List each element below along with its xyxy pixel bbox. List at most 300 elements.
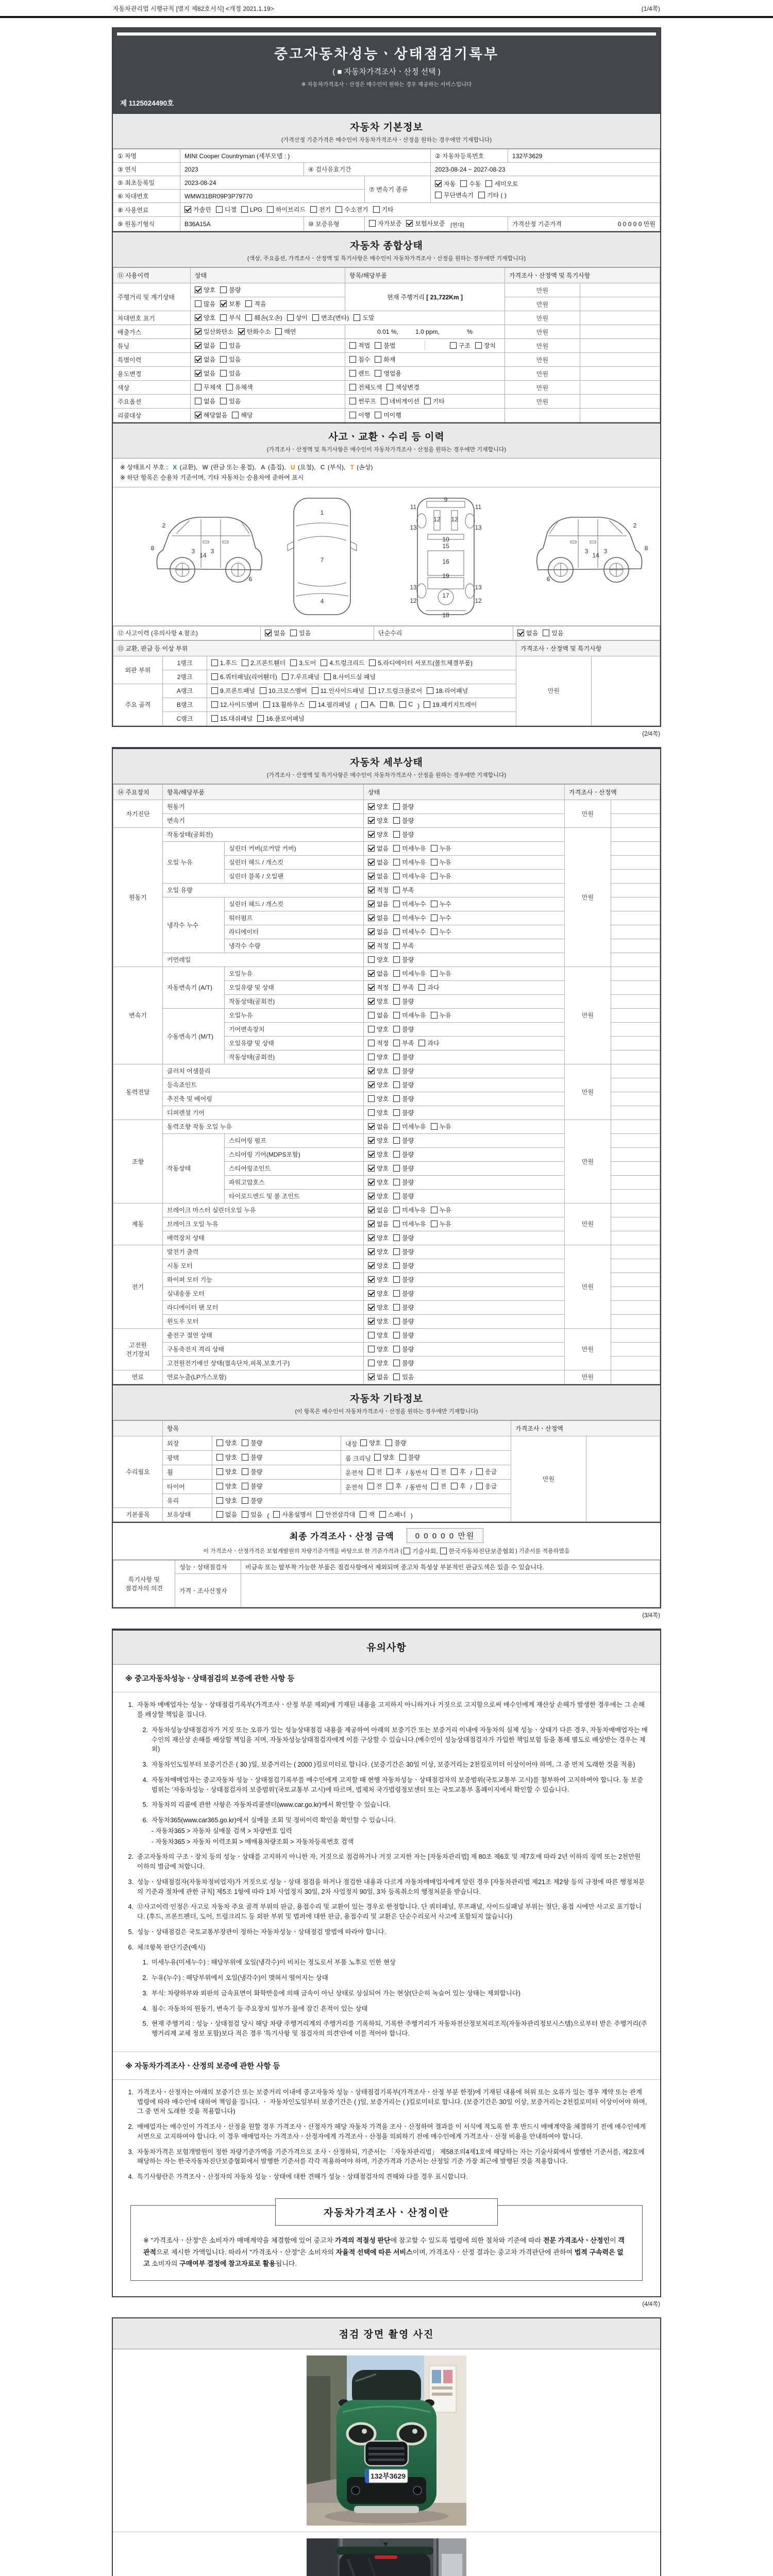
document-title: 중고자동차성능ㆍ상태점검기록부 xyxy=(274,46,499,62)
row-usage-change: 용도변경 없음 있음 렌트 영업용 만원 xyxy=(113,367,660,381)
checkbox-unchecked xyxy=(393,858,426,867)
checkbox-label: 해당 xyxy=(241,412,253,419)
exchange-row-rankA: 주요 골격 A랭크 9.프론트패널 10.크로스멤버 11.인사이드패널 17.트렁크플로어 18.리어패널 xyxy=(113,684,660,698)
svg-text:132부3629: 132부3629 xyxy=(370,2472,406,2481)
diagram-part-number: 15 xyxy=(442,542,449,550)
other-row-basic-items: 기본품목 보유상태 없음 있음 ( 사용설명서 안전삼각대 잭 스패너 ) xyxy=(113,1507,660,1521)
checkbox-label: 양호 xyxy=(225,1468,238,1476)
checkbox-label: 불량 xyxy=(402,1192,414,1200)
row-mileage: 주행거리 및 계기상태 양호 불량 현재 주행거리 [ 21,722Km ] 만원 xyxy=(113,283,660,297)
item-label: 디퍼렌셜 기어 xyxy=(163,1106,364,1120)
checkbox-unchecked xyxy=(393,983,414,992)
checkbox-label: 렌트 xyxy=(358,370,371,377)
checkbox-icon xyxy=(316,1511,323,1518)
checkbox-label: 적정 xyxy=(377,1039,389,1047)
checkbox-icon xyxy=(543,630,549,636)
diagram-part-number: 2 xyxy=(633,521,637,529)
diagram-part-number: 14 xyxy=(592,551,599,559)
checkbox-unchecked xyxy=(427,686,468,695)
checkbox-icon xyxy=(393,1151,400,1158)
checkbox-label: 양호 xyxy=(377,1359,389,1367)
other-row-glass: 유리 양호 불량 xyxy=(113,1494,660,1507)
diagram-part-number: 7 xyxy=(320,556,324,564)
checkbox-unchecked xyxy=(216,1453,237,1462)
checkbox-icon xyxy=(216,1483,223,1489)
notice-item: 2. 중고자동차의 구조ㆍ장치 등의 성능ㆍ상태를 고지하지 아니한 자, 거짓으로 점검하거나 거짓 고지한 자는 [자동차관리법] 제 80조 제6호 및 제7호에 따라 2년 이하의 징역 또는 2천만원 이하의 벌금에 처합니다. xyxy=(128,1853,641,1871)
remarks-cell xyxy=(611,1356,660,1370)
checkbox-label: 보험사보증 xyxy=(415,220,445,227)
remarks-cell xyxy=(611,1286,660,1300)
checkbox-icon xyxy=(349,356,356,363)
vehicle-diagram-svg xyxy=(119,492,654,621)
checkbox-unchecked xyxy=(393,1025,414,1033)
remarks-cell xyxy=(611,994,660,1008)
checkbox-unchecked xyxy=(393,1303,414,1312)
exchange-row-rank2: 2랭크 6.쿼터패널(리어휀더) 7.루프패널 8.사이드실 패널 xyxy=(113,670,660,684)
page-3 xyxy=(112,1629,661,2297)
legend-note: ※ 하단 항목은 승용차 기준이며, 기타 자동차는 승용차에 준하여 표시 xyxy=(120,474,304,482)
item-status xyxy=(364,841,565,855)
remarks-cell xyxy=(611,1342,660,1356)
checkbox-unchecked xyxy=(374,1453,395,1462)
checkbox-unchecked xyxy=(485,179,518,188)
item-status xyxy=(364,1008,565,1022)
warranty-provider: [현대] xyxy=(450,222,464,228)
checkbox-icon xyxy=(399,1454,406,1461)
checkbox-unchecked xyxy=(431,969,451,978)
checkbox-label: 양호 xyxy=(377,1137,389,1144)
checkbox-unchecked xyxy=(211,658,237,667)
checkbox-unchecked xyxy=(393,1219,426,1228)
checkbox-label: 상이 xyxy=(295,314,308,321)
diagram-part-number: 11 xyxy=(475,503,482,511)
checkbox-unchecked xyxy=(393,1094,414,1103)
item-text: / xyxy=(470,1483,472,1491)
checkbox-checked xyxy=(368,1136,389,1145)
checkbox-label: 응급 xyxy=(484,1482,497,1490)
legend-code: A xyxy=(261,464,265,471)
row-recall: 리콜대상 해당없음 해당 이행 미이행 xyxy=(113,409,660,422)
section-title: 자동차 종합상태 xyxy=(350,241,423,251)
diagram-part-number: 4 xyxy=(320,597,324,605)
checkbox-icon xyxy=(431,1012,438,1019)
diagram-part-number: 12 xyxy=(475,597,482,604)
item-status xyxy=(364,953,565,967)
checkbox-unchecked xyxy=(460,179,481,188)
section-subtitle: (색상, 주요옵션, 가격조사ㆍ산정액 및 특기사항은 매수인이 자동차가격조사ㆍ산정을 원하는 경우에만 기재합니다) xyxy=(247,256,526,262)
diagram-part-number: 12 xyxy=(433,515,441,523)
checkbox-label: 불량 xyxy=(402,1345,414,1353)
row-model-year: ③ 연식 2023 ④ 검사유효기간 2023-08-24 ~ 2027-08-23 xyxy=(113,163,660,176)
mileage-value-cell: 현재 주행거리 [ 21,722Km ] xyxy=(345,283,505,311)
checkbox-unchecked xyxy=(424,397,445,405)
checkbox-icon xyxy=(517,630,524,636)
checkbox-unchecked xyxy=(543,629,563,637)
exchange-table xyxy=(113,640,660,726)
remarks-cell xyxy=(611,841,660,855)
remarks-cell xyxy=(611,1217,660,1231)
checkbox-icon xyxy=(369,220,376,227)
item-status xyxy=(364,1175,565,1189)
item-status xyxy=(364,1036,565,1050)
checkbox-icon xyxy=(424,701,430,708)
checkbox-unchecked xyxy=(232,411,253,419)
checkbox-label: 2.프론트휀더 xyxy=(250,659,286,667)
checkbox-icon xyxy=(368,984,375,991)
definition-box-title: 자동차가격조사ㆍ산정이란 xyxy=(275,2198,498,2226)
detail-state-table xyxy=(113,784,660,1384)
checkbox-label: 양호 xyxy=(369,1439,381,1447)
remarks-cell xyxy=(611,980,660,994)
item-label: 스티어링 펌프 xyxy=(225,1133,364,1147)
checkbox-unchecked xyxy=(385,1438,406,1447)
detail-row xyxy=(113,1203,660,1217)
checkbox-unchecked xyxy=(386,1467,401,1476)
checkbox-label: 화재 xyxy=(383,356,396,363)
checkbox-icon xyxy=(368,1012,375,1019)
final-price-value: 0 0 0 0 0 만원 xyxy=(407,1528,484,1543)
checkbox-label: 있음 xyxy=(250,1511,263,1518)
detail-row xyxy=(113,1328,660,1342)
price-cell: 만원 xyxy=(565,967,611,1064)
checkbox-unchecked xyxy=(216,1510,237,1519)
checkbox-icon xyxy=(368,859,375,866)
detail-row xyxy=(113,827,660,841)
page-4 xyxy=(112,2317,661,2576)
checkbox-icon xyxy=(349,398,356,404)
remarks-cell xyxy=(611,1147,660,1161)
checkbox-label: 적법 xyxy=(358,342,371,349)
checkbox-label: 10.크로스멤버 xyxy=(268,687,307,694)
checkbox-icon xyxy=(460,180,467,187)
checkbox-checked xyxy=(195,341,215,350)
checkbox-label: 양호 xyxy=(225,1454,238,1462)
checkbox-unchecked xyxy=(393,1164,414,1173)
checkbox-unchecked xyxy=(399,1453,420,1462)
checkbox-label: 없음 xyxy=(377,1373,389,1381)
checkbox-label: 세미오토 xyxy=(494,180,518,188)
legend-code: T xyxy=(350,464,354,471)
checkbox-unchecked xyxy=(393,1233,414,1242)
checkbox-label: 불량 xyxy=(402,1150,414,1158)
checkbox-icon xyxy=(393,1304,400,1311)
checkbox-icon xyxy=(393,1290,400,1297)
checkbox-label: 양호 xyxy=(377,1192,389,1200)
checkbox-icon xyxy=(393,831,400,838)
checkbox-label: 불량 xyxy=(402,1109,414,1116)
notice-section2-items xyxy=(113,2080,660,2195)
checkbox-icon xyxy=(242,1511,248,1518)
checkbox-unchecked xyxy=(431,1482,446,1490)
checkbox-unchecked xyxy=(393,1080,414,1089)
section-other-header xyxy=(113,1384,660,1420)
checkbox-label: 없음 xyxy=(377,1011,389,1019)
item-label: 커먼레일 xyxy=(163,953,364,967)
item-label: 원동기 xyxy=(163,800,364,814)
checkbox-checked xyxy=(368,816,389,825)
checkbox-checked xyxy=(368,1247,389,1256)
document-subtitle: ( ■ 자동차가격조사ㆍ산정 선택 ) xyxy=(332,67,441,76)
checkbox-icon xyxy=(368,1290,375,1297)
checkbox-unchecked xyxy=(418,983,439,992)
checkbox-icon xyxy=(431,1468,438,1475)
checkbox-icon xyxy=(393,1360,400,1366)
diagram-part-number: 10 xyxy=(442,535,449,543)
checkbox-unchecked xyxy=(451,1467,466,1476)
checkbox-icon xyxy=(242,1468,248,1475)
checkbox-icon xyxy=(485,180,492,187)
remarks-cell xyxy=(611,1120,660,1133)
checkbox-icon xyxy=(368,817,375,824)
checkbox-icon xyxy=(241,206,248,213)
checkbox-icon xyxy=(349,384,356,391)
checkbox-unchecked xyxy=(380,701,395,708)
checkbox-label: 4.트렁크리드 xyxy=(329,659,365,667)
checkbox-icon xyxy=(368,1262,375,1269)
item-status xyxy=(364,1356,565,1370)
checkbox-label: 누수 xyxy=(439,914,451,922)
item-label: 라디에이터 xyxy=(225,925,364,939)
checkbox-unchecked xyxy=(386,1482,401,1490)
item-label: 오일 유량 xyxy=(163,883,364,897)
legend-code: W xyxy=(202,464,208,471)
remarks-cell xyxy=(611,869,660,883)
device-group-label: 조향 xyxy=(113,1120,163,1203)
checkbox-checked xyxy=(368,1372,389,1381)
car-name-value: MINI Cooper Countryman (세부모델 : ) xyxy=(180,149,431,163)
checkbox-icon xyxy=(367,1468,374,1475)
checkbox-checked xyxy=(368,886,389,894)
checkbox-icon xyxy=(368,1304,375,1311)
item-status xyxy=(364,827,565,841)
price-cell: 만원 xyxy=(565,1064,611,1120)
checkbox-unchecked xyxy=(431,1206,451,1214)
checkbox-unchecked xyxy=(375,411,401,419)
checkbox-icon xyxy=(263,701,270,708)
section-accident-header xyxy=(113,422,660,459)
remarks-cell xyxy=(611,814,660,827)
item-label: 오일유량 및 상태 xyxy=(225,980,364,994)
checkbox-unchecked xyxy=(263,700,305,709)
checkbox-icon xyxy=(290,659,297,666)
item-status xyxy=(364,1203,565,1217)
checkbox-icon xyxy=(451,1483,458,1489)
checkbox-label: 없음 xyxy=(225,1511,238,1518)
checkbox-unchecked xyxy=(273,1510,312,1519)
checkbox-unchecked xyxy=(386,383,419,392)
checkbox-label: 미세누수 xyxy=(402,900,426,908)
checkbox-icon xyxy=(431,901,438,907)
registration-number-value: 132부3629 xyxy=(508,149,660,163)
checkbox-label: 누유 xyxy=(439,1123,451,1130)
checkbox-icon xyxy=(393,1346,400,1352)
notice-item: 4. ⑫사고이력 인정은 사고로 자동차 주요 골격 부위의 판금, 용접수리 및 교환이 있는 경우로 한정합니다. 단 쿼터패널, 루프패널, 사이드실패널 부위는 절단, 용접 시에만 사고로 표기합니다. (후드, 프론트펜더, 도어, 트렁크리드 등 외판 부위 및 범퍼에 대한 판금, 용접수리 및 교환은 단순수리로서 사고에 포함되지 않습니다) xyxy=(128,1903,642,1921)
checkbox-label: 불량 xyxy=(402,956,414,963)
checkbox-label: B, xyxy=(389,701,395,708)
checkbox-checked xyxy=(368,1192,389,1200)
checkbox-label: 기술사회, xyxy=(412,1548,438,1555)
item-label: 워터펌프 xyxy=(225,911,364,925)
checkbox-label: 19.패키지트레이 xyxy=(432,701,477,708)
checkbox-checked xyxy=(368,1150,389,1159)
checkbox-unchecked xyxy=(349,369,370,378)
checkbox-icon xyxy=(431,928,438,935)
checkbox-icon xyxy=(368,956,375,963)
section-title: 자동차 세부상태 xyxy=(350,757,423,768)
checkbox-checked xyxy=(195,355,215,364)
checkbox-unchecked xyxy=(393,1345,414,1353)
remarks-cell xyxy=(611,1175,660,1189)
section-notices-header xyxy=(113,1630,660,1665)
checkbox-label: 없음 xyxy=(204,342,216,349)
checkbox-icon xyxy=(368,1040,375,1046)
notice-item: 1. 자동차 매매업자는 성능ㆍ상태점검기록부(가격조사ㆍ산정 부분 제외)에 기재된 내용을 고지하지 아니하거나 거짓으로 고지함으로써 매수인에게 재산상 손해가 발생한 경우에는 그 손해를 배상할 책임을 집니다. xyxy=(128,1701,645,1719)
checkbox-unchecked xyxy=(220,397,241,405)
checkbox-icon xyxy=(220,398,227,404)
checkbox-icon xyxy=(216,1497,223,1504)
checkbox-label: 양호 xyxy=(225,1497,238,1504)
fuel-options xyxy=(180,203,660,217)
diagram-part-number: 13 xyxy=(475,523,482,531)
checkbox-checked xyxy=(265,629,285,637)
item-label: 타이로드엔드 및 볼 조인트 xyxy=(225,1189,364,1203)
page-marker-1: (1/4쪽) xyxy=(641,5,660,12)
item-status xyxy=(364,980,565,994)
checkbox-icon xyxy=(431,873,438,879)
item-status xyxy=(364,1022,565,1036)
page-2 xyxy=(112,747,661,1609)
checkbox-icon xyxy=(431,970,438,977)
checkbox-unchecked xyxy=(242,658,285,667)
checkbox-icon xyxy=(476,1483,483,1489)
checkbox-label: 부식 xyxy=(229,314,241,321)
checkbox-label: 불량 xyxy=(402,1137,414,1144)
checkbox-label: 불량 xyxy=(402,1317,414,1325)
checkbox-icon xyxy=(368,1179,375,1185)
device-group-label: 변속기 xyxy=(113,967,163,1064)
checkbox-label: 양호 xyxy=(377,997,389,1005)
checkbox-unchecked xyxy=(195,397,215,405)
checkbox-checked xyxy=(368,1289,389,1298)
checkbox-label: 미세누유 xyxy=(402,1123,426,1130)
checkbox-unchecked xyxy=(220,355,241,364)
checkbox-icon xyxy=(242,1483,248,1489)
notice-item: 3. 자동차인도일부터 보증기간은 ( 30 )일, 보증거리는 ( 2000 )킬로미터로 합니다. (보증기간은 30일 이상, 보증거리는 2천킬로미터 이상이어야 하며, 그 중 먼저 도래한 것을 적용) xyxy=(142,1761,635,1769)
checkbox-unchecked xyxy=(287,313,308,322)
checkbox-icon xyxy=(257,715,264,722)
checkbox-label: 응급 xyxy=(484,1468,497,1476)
checkbox-label: 기타 xyxy=(381,206,394,213)
checkbox-icon xyxy=(440,1548,447,1554)
checkbox-unchecked xyxy=(242,1467,262,1476)
checkbox-label: 3.도어 xyxy=(299,659,316,667)
checkbox-label: 양호 xyxy=(377,1317,389,1325)
checkbox-icon xyxy=(184,206,191,213)
item-label: 충전구 절연 상태 xyxy=(163,1328,364,1342)
checkbox-icon xyxy=(282,673,289,680)
inspection-photo-rear xyxy=(113,2532,660,2576)
checkbox-unchecked xyxy=(431,844,451,853)
item-text: ) xyxy=(417,702,420,709)
checkbox-label: 도말 xyxy=(362,314,375,321)
checkbox-label: 불량 xyxy=(402,1276,414,1283)
checkbox-unchecked xyxy=(431,1219,451,1228)
item-status xyxy=(364,855,565,869)
checkbox-icon xyxy=(216,1454,223,1461)
checkbox-checked xyxy=(220,299,241,308)
remarks-cell xyxy=(611,911,660,925)
checkbox-label: 양호 xyxy=(225,1439,238,1447)
checkbox-icon xyxy=(220,314,227,321)
checkbox-unchecked xyxy=(431,1011,451,1020)
item-label: 브레이크 마스터 실린더오일 누유 xyxy=(163,1203,364,1217)
checkbox-label: 수동 xyxy=(469,180,481,188)
checkbox-unchecked xyxy=(393,1372,414,1381)
exchange-row-rankB: B랭크 12.사이드멤버 13.휠하우스 14.필러패널 ( A, B, C ) 19.패키지트레이 xyxy=(113,698,660,711)
checkbox-icon xyxy=(245,314,252,321)
checkbox-label: 무채색 xyxy=(204,384,222,391)
diagram-part-number: 6 xyxy=(248,575,253,583)
checkbox-icon xyxy=(406,220,413,227)
checkbox-checked xyxy=(368,941,389,950)
state-code-legend: ※ 상태표시 부호 : X (교환), W (판금 또는 용접), A (흠집), U (요철), C (부식), T (손상) ※ 하단 항목은 승용차 기준이며, 기타 자동차는 승용차에 준하여 표시 xyxy=(113,459,660,487)
checkbox-icon xyxy=(393,914,400,921)
checkbox-icon xyxy=(381,398,388,404)
checkbox-icon xyxy=(216,1511,223,1518)
checkbox-unchecked xyxy=(312,313,349,322)
checkbox-label: 자동 xyxy=(444,180,456,188)
remarks-cell xyxy=(611,1036,660,1050)
checkbox-icon xyxy=(427,687,433,694)
checkbox-label: C xyxy=(408,701,413,708)
checkbox-icon xyxy=(393,942,400,949)
checkbox-unchecked xyxy=(290,658,316,667)
price-cell: 만원 xyxy=(565,1120,611,1203)
checkbox-unchecked xyxy=(316,1510,355,1519)
checkbox-unchecked xyxy=(393,1247,414,1256)
checkbox-icon xyxy=(361,701,368,708)
checkbox-label: 양호 xyxy=(377,1276,389,1283)
remarks-cell xyxy=(611,1106,660,1120)
checkbox-icon xyxy=(211,715,218,722)
diagram-part-number: 13 xyxy=(475,583,482,591)
checkbox-unchecked xyxy=(393,1066,414,1075)
item-label: 냉각수 수량 xyxy=(225,939,364,953)
checkbox-unchecked xyxy=(368,1053,389,1061)
checkbox-label: 부족 xyxy=(402,984,414,991)
checkbox-label: 양호 xyxy=(377,1331,389,1339)
item-status xyxy=(364,1050,565,1064)
checkbox-icon xyxy=(393,887,400,893)
checkbox-label: 장치 xyxy=(483,342,496,349)
checkbox-unchecked xyxy=(368,955,389,964)
checkbox-icon xyxy=(242,1439,248,1446)
document-note: ※ 자동차가격조사ㆍ산정은 매수인이 원하는 경우 제공하는 서비스입니다 xyxy=(301,81,472,88)
checkbox-label: 불량 xyxy=(402,1178,414,1186)
checkbox-unchecked xyxy=(424,700,477,709)
checkbox-icon xyxy=(393,1012,400,1019)
checkbox-label: 9.프론트패널 xyxy=(220,687,255,694)
checkbox-unchecked xyxy=(431,927,451,936)
checkbox-icon xyxy=(195,314,201,321)
checkbox-icon xyxy=(379,1511,386,1518)
checkbox-checked xyxy=(368,969,389,978)
checkbox-label: 후 xyxy=(395,1482,401,1490)
checkbox-label: 한국자동차진단보증협회 xyxy=(448,1548,515,1555)
checkbox-icon xyxy=(367,1483,374,1489)
checkbox-icon xyxy=(424,398,431,404)
checkbox-icon xyxy=(393,928,400,935)
